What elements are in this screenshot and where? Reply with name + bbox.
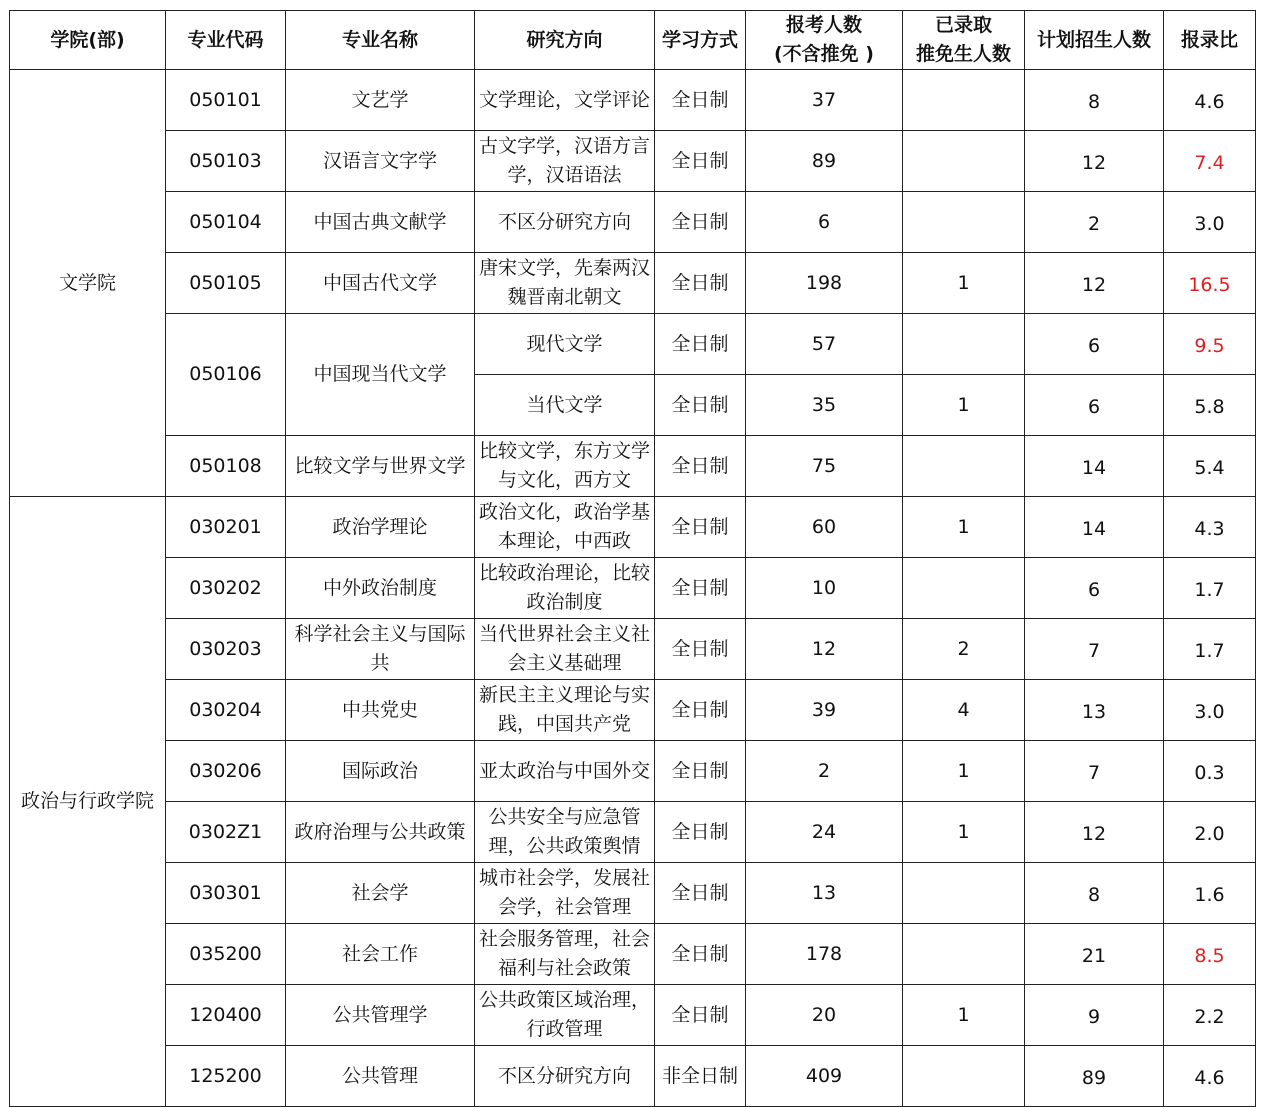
direction-cell: [475, 192, 655, 253]
major-cell: [286, 131, 475, 192]
major-text: 中共党史: [341, 698, 418, 721]
major-text: 汉语言文字学: [322, 149, 437, 172]
code-cell: 050106: [166, 314, 286, 436]
direction-cell: [475, 70, 655, 131]
table-body: [10, 70, 1256, 1107]
applicants-cell: 13: [746, 863, 903, 924]
major-text: 文艺学: [351, 88, 409, 111]
direction-cell: [475, 619, 655, 680]
direction-cell: [475, 680, 655, 741]
applicants-cell: 89: [746, 131, 903, 192]
direction-cell: [475, 741, 655, 802]
exempt-cell: [903, 131, 1025, 192]
direction-cell: [475, 863, 655, 924]
plan-cell: 8: [1025, 863, 1164, 924]
mode-cell: 全日制: [655, 131, 746, 192]
applicants-cell: 12: [746, 619, 903, 680]
major-cell: [286, 741, 475, 802]
plan-cell: 14: [1025, 436, 1164, 497]
mode-cell: 全日制: [655, 863, 746, 924]
table-row: [10, 497, 1256, 558]
direction-text: 政治文化，政治学基本理论，中西政: [478, 501, 650, 552]
plan-cell: 7: [1025, 741, 1164, 802]
direction-text: 不区分研究方向: [497, 1064, 631, 1087]
mode-cell: 全日制: [655, 436, 746, 497]
ratio-cell: 0.3: [1164, 741, 1256, 802]
exempt-cell: [903, 863, 1025, 924]
direction-cell: [475, 314, 655, 375]
table-row: [10, 131, 1256, 192]
plan-cell: 89: [1025, 1046, 1164, 1107]
table-row: [10, 802, 1256, 863]
mode-cell: 全日制: [655, 985, 746, 1046]
exempt-cell: 1: [903, 497, 1025, 558]
direction-cell: [475, 375, 655, 436]
major-text: 比较文学与世界文学: [294, 454, 466, 477]
exempt-cell: 1: [903, 253, 1025, 314]
direction-cell: [475, 1046, 655, 1107]
mode-cell: 全日制: [655, 497, 746, 558]
major-cell: [286, 314, 475, 436]
applicants-cell: 37: [746, 70, 903, 131]
direction-cell: [475, 985, 655, 1046]
plan-cell: 12: [1025, 253, 1164, 314]
major-text: 公共管理学: [332, 1003, 428, 1026]
code-cell: 120400: [166, 985, 286, 1046]
code-cell: 035200: [166, 924, 286, 985]
direction-text: 城市社会学，发展社会学，社会管理: [478, 867, 650, 918]
ratio-cell: 5.4: [1164, 436, 1256, 497]
direction-text: 当代世界社会主义社会主义基础理: [478, 623, 650, 674]
ratio-cell: 3.0: [1164, 680, 1256, 741]
mode-cell: 全日制: [655, 314, 746, 375]
admissions-table: [9, 10, 1256, 1107]
direction-cell: [475, 497, 655, 558]
applicants-cell: 409: [746, 1046, 903, 1107]
header-applicants: [746, 11, 903, 70]
applicants-cell: 178: [746, 924, 903, 985]
plan-cell: 6: [1025, 558, 1164, 619]
plan-cell: 6: [1025, 314, 1164, 375]
table-row: [10, 680, 1256, 741]
mode-cell: 全日制: [655, 802, 746, 863]
ratio-cell: 5.8: [1164, 375, 1256, 436]
direction-text: 新民主主义理论与实践，中国共产党: [478, 684, 650, 735]
major-text: 社会工作: [341, 942, 418, 965]
direction-cell: [475, 253, 655, 314]
mode-cell: 全日制: [655, 70, 746, 131]
plan-cell: 14: [1025, 497, 1164, 558]
plan-cell: 9: [1025, 985, 1164, 1046]
table-row: [10, 253, 1256, 314]
exempt-cell: [903, 924, 1025, 985]
major-text: 中外政治制度: [322, 576, 437, 599]
mode-cell: 非全日制: [655, 1046, 746, 1107]
exempt-cell: [903, 436, 1025, 497]
major-cell: [286, 619, 475, 680]
applicants-cell: 10: [746, 558, 903, 619]
direction-text: 比较政治理论，比较政治制度: [478, 562, 650, 613]
direction-text: 现代文学: [526, 332, 603, 355]
direction-cell: [475, 802, 655, 863]
major-cell: [286, 802, 475, 863]
major-text: 中国古典文献学: [313, 210, 447, 233]
code-cell: 050101: [166, 70, 286, 131]
ratio-cell: 4.6: [1164, 70, 1256, 131]
major-cell: [286, 192, 475, 253]
applicants-cell: 6: [746, 192, 903, 253]
ratio-cell: 7.4: [1164, 131, 1256, 192]
major-text: 政府治理与公共政策: [294, 820, 466, 843]
major-cell: [286, 680, 475, 741]
major-cell: [286, 497, 475, 558]
code-cell: 030301: [166, 863, 286, 924]
table-row: [10, 70, 1256, 131]
major-text: 中国现当代文学: [313, 363, 447, 385]
ratio-cell: 1.7: [1164, 558, 1256, 619]
exempt-cell: 4: [903, 680, 1025, 741]
header-exempt-line2: 推免生人数: [915, 43, 1011, 65]
plan-cell: 2: [1025, 192, 1164, 253]
code-cell: 050108: [166, 436, 286, 497]
plan-cell: 12: [1025, 802, 1164, 863]
table-row: [10, 863, 1256, 924]
header-plan: 计划招生人数: [1025, 11, 1164, 70]
mode-cell: 全日制: [655, 741, 746, 802]
table-row: [10, 924, 1256, 985]
mode-cell: 全日制: [655, 375, 746, 436]
major-cell: [286, 436, 475, 497]
code-cell: 050103: [166, 131, 286, 192]
code-cell: 030206: [166, 741, 286, 802]
code-cell: 050104: [166, 192, 286, 253]
ratio-cell: 1.6: [1164, 863, 1256, 924]
direction-text: 公共安全与应急管理，公共政策舆情: [488, 806, 641, 857]
major-cell: [286, 253, 475, 314]
table-row: [10, 741, 1256, 802]
plan-cell: 7: [1025, 619, 1164, 680]
exempt-cell: [903, 314, 1025, 375]
direction-text: 唐宋文学，先秦两汉魏晋南北朝文: [478, 257, 650, 308]
major-text: 国际政治: [341, 759, 418, 782]
direction-text: 不区分研究方向: [497, 210, 631, 233]
mode-cell: 全日制: [655, 253, 746, 314]
header-major: 专业名称: [286, 11, 475, 70]
applicants-cell: 35: [746, 375, 903, 436]
mode-cell: 全日制: [655, 558, 746, 619]
table-row: [10, 1046, 1256, 1107]
applicants-cell: 20: [746, 985, 903, 1046]
ratio-cell: 4.6: [1164, 1046, 1256, 1107]
mode-cell: 全日制: [655, 680, 746, 741]
exempt-cell: 1: [903, 985, 1025, 1046]
table-row: [10, 192, 1256, 253]
code-cell: 050105: [166, 253, 286, 314]
ratio-cell: 16.5: [1164, 253, 1256, 314]
table-row: [10, 985, 1256, 1046]
major-text: 中国古代文学: [322, 271, 437, 294]
ratio-cell: 2.0: [1164, 802, 1256, 863]
direction-text: 社会服务管理，社会福利与社会政策: [478, 928, 650, 979]
direction-text: 亚太政治与中国外交: [478, 759, 650, 782]
major-cell: [286, 985, 475, 1046]
major-cell: [286, 70, 475, 131]
major-cell: [286, 558, 475, 619]
plan-cell: 21: [1025, 924, 1164, 985]
major-text: 社会学: [351, 881, 409, 904]
exempt-cell: 1: [903, 802, 1025, 863]
exempt-cell: [903, 70, 1025, 131]
exempt-cell: 2: [903, 619, 1025, 680]
mode-cell: 全日制: [655, 619, 746, 680]
ratio-cell: 9.5: [1164, 314, 1256, 375]
major-text: 政治学理论: [332, 515, 428, 538]
direction-text: 古文字学，汉语方言学，汉语语法: [478, 135, 650, 186]
plan-cell: 12: [1025, 131, 1164, 192]
ratio-cell: 4.3: [1164, 497, 1256, 558]
code-cell: 030203: [166, 619, 286, 680]
direction-cell: [475, 436, 655, 497]
exempt-cell: [903, 1046, 1025, 1107]
major-text: 公共管理: [341, 1064, 418, 1087]
college-cell: 文学院: [10, 70, 166, 497]
code-cell: 030201: [166, 497, 286, 558]
table-row: [10, 314, 1256, 375]
header-mode: 学习方式: [655, 11, 746, 70]
code-cell: 030202: [166, 558, 286, 619]
applicants-cell: 75: [746, 436, 903, 497]
applicants-cell: 24: [746, 802, 903, 863]
ratio-cell: 8.5: [1164, 924, 1256, 985]
plan-cell: 8: [1025, 70, 1164, 131]
direction-text: 公共政策区域治理，行政管理: [478, 989, 650, 1040]
header-exempt: [903, 11, 1025, 70]
plan-cell: 13: [1025, 680, 1164, 741]
direction-text: 文学理论，文学评论: [478, 88, 650, 111]
header-direction: 研究方向: [475, 11, 655, 70]
table-row: [10, 436, 1256, 497]
header-applicants-line2: (不含推免 ): [774, 43, 874, 65]
exempt-cell: 1: [903, 375, 1025, 436]
header-ratio: 报录比: [1164, 11, 1256, 70]
applicants-cell: 2: [746, 741, 903, 802]
direction-text: 当代文学: [526, 393, 603, 416]
applicants-cell: 57: [746, 314, 903, 375]
college-cell: 政治与行政学院: [10, 497, 166, 1107]
mode-cell: 全日制: [655, 192, 746, 253]
header-college: 学院(部): [10, 11, 166, 70]
code-cell: 030204: [166, 680, 286, 741]
direction-cell: [475, 558, 655, 619]
header-code: 专业代码: [166, 11, 286, 70]
header-exempt-line1: 已录取: [934, 14, 992, 36]
ratio-cell: 3.0: [1164, 192, 1256, 253]
exempt-cell: 1: [903, 741, 1025, 802]
major-cell: [286, 1046, 475, 1107]
exempt-cell: [903, 558, 1025, 619]
direction-cell: [475, 924, 655, 985]
code-cell: 0302Z1: [166, 802, 286, 863]
ratio-cell: 1.7: [1164, 619, 1256, 680]
applicants-cell: 198: [746, 253, 903, 314]
table-row: [10, 558, 1256, 619]
header-row: [10, 11, 1256, 70]
direction-text: 比较文学，东方文学与文化，西方文: [478, 440, 650, 491]
major-cell: [286, 924, 475, 985]
header-applicants-line1: 报考人数: [785, 14, 862, 36]
mode-cell: 全日制: [655, 924, 746, 985]
ratio-cell: 2.2: [1164, 985, 1256, 1046]
applicants-cell: 39: [746, 680, 903, 741]
exempt-cell: [903, 192, 1025, 253]
direction-cell: [475, 131, 655, 192]
major-text: 科学社会主义与国际共: [294, 623, 466, 674]
major-cell: [286, 863, 475, 924]
code-cell: 125200: [166, 1046, 286, 1107]
plan-cell: 6: [1025, 375, 1164, 436]
table-row: [10, 619, 1256, 680]
applicants-cell: 60: [746, 497, 903, 558]
